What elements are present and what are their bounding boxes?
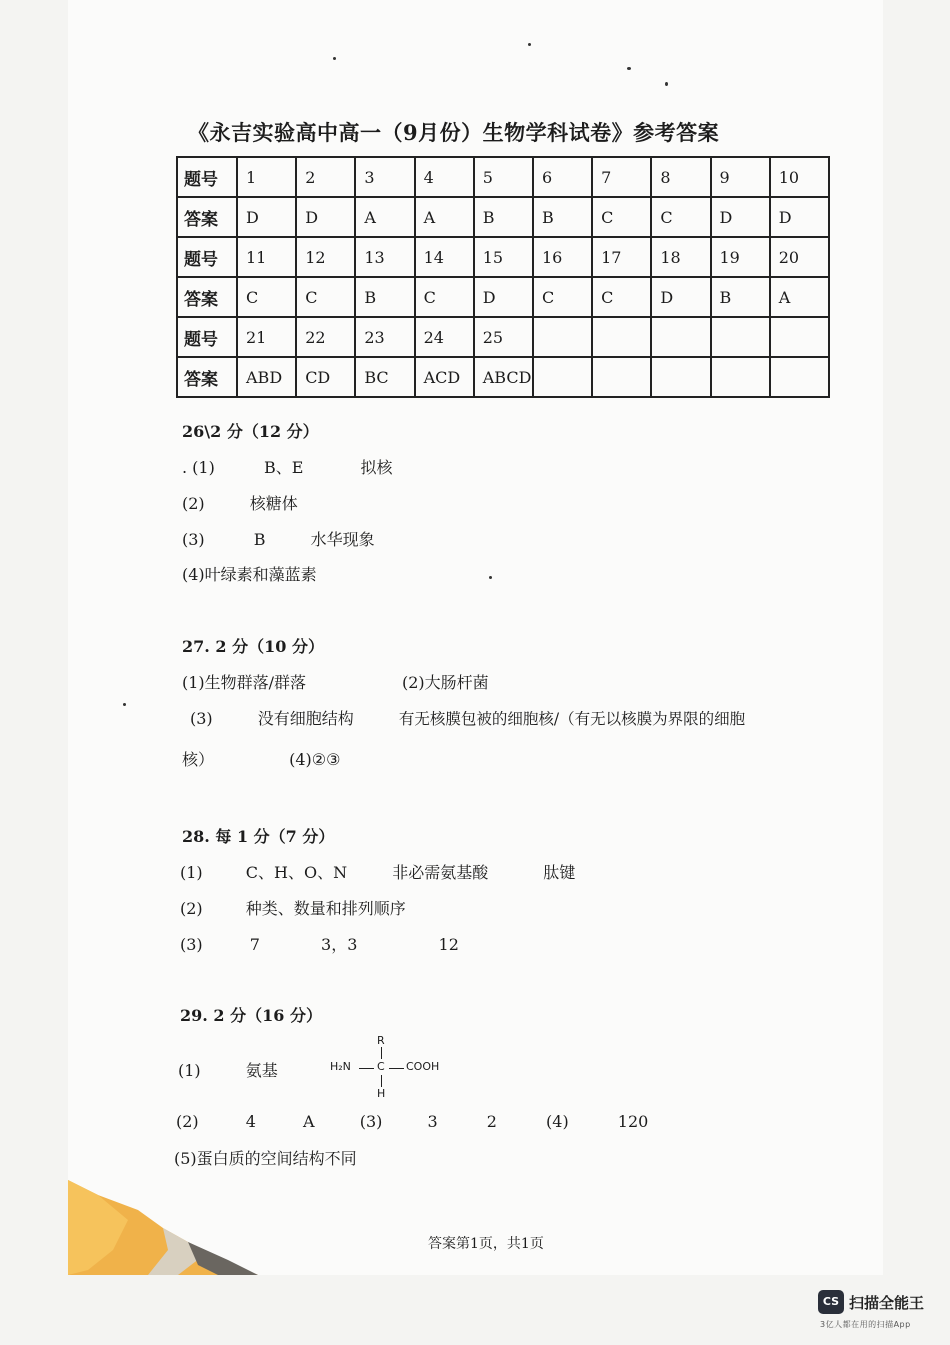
answer-table-cell bbox=[533, 317, 592, 357]
formula-carboxyl-group: COOH bbox=[406, 1060, 440, 1073]
speck bbox=[123, 703, 126, 706]
q26-part1 bbox=[182, 455, 393, 478]
answer-table-cell: 6 bbox=[533, 157, 592, 197]
q26-part2 bbox=[182, 491, 298, 514]
q29-part4-label: (4) bbox=[546, 1112, 569, 1131]
answer-table-cell: D bbox=[770, 197, 829, 237]
q29-part3-answer-b: 2 bbox=[486, 1112, 497, 1131]
answer-table-cell: B bbox=[355, 277, 414, 317]
answer-table-cell: 2 bbox=[296, 157, 355, 197]
answer-table-cell: 24 bbox=[415, 317, 474, 357]
speck bbox=[627, 67, 631, 70]
answer-table-cell: C bbox=[592, 197, 651, 237]
q26-part2-label: (2) bbox=[182, 494, 205, 513]
answer-table-cell: 12 bbox=[296, 237, 355, 277]
answer-table-cell: B bbox=[711, 277, 770, 317]
formula-bond bbox=[389, 1068, 404, 1069]
answer-table-cell bbox=[711, 357, 770, 397]
answer-table-cell: ABD bbox=[237, 357, 296, 397]
answer-table-cell bbox=[651, 357, 710, 397]
answer-table-cell: 19 bbox=[711, 237, 770, 277]
formula-hydrogen: H bbox=[377, 1087, 386, 1100]
q28-part1-answer-b: 非必需氨基酸 bbox=[392, 863, 489, 882]
q29-part2-label: (2) bbox=[176, 1112, 199, 1131]
q26-part2-answer-a: 核糖体 bbox=[249, 494, 298, 513]
answer-table-cell: 10 bbox=[770, 157, 829, 197]
q27-part4: (4)②③ bbox=[289, 750, 341, 769]
q26-header: 26\2 分（12 分） bbox=[182, 422, 319, 441]
answer-table-cell: A bbox=[770, 277, 829, 317]
answer-table-row bbox=[177, 157, 829, 197]
answer-table-cell: B bbox=[474, 197, 533, 237]
q28-header: 28. 每 1 分（7 分） bbox=[182, 827, 335, 846]
answer-table-cell: D bbox=[474, 277, 533, 317]
page-title: 《永吉实验高中高一（9月份）生物学科试卷》参考答案 bbox=[188, 120, 720, 145]
answer-table-cell: C bbox=[415, 277, 474, 317]
q28-part3-answer-a: 7 bbox=[249, 935, 260, 954]
answer-table-cell: 17 bbox=[592, 237, 651, 277]
answer-table-cell: 8 bbox=[651, 157, 710, 197]
answer-table-cell: 18 bbox=[651, 237, 710, 277]
speck bbox=[489, 576, 492, 579]
q27-part3-continued bbox=[182, 747, 340, 770]
q29-part1-answer-a: 氨基 bbox=[245, 1061, 278, 1080]
formula-r-group: R bbox=[377, 1034, 385, 1047]
answer-table-cell: A bbox=[355, 197, 414, 237]
speck bbox=[665, 82, 668, 86]
speck bbox=[528, 43, 531, 46]
answer-table-row bbox=[177, 277, 829, 317]
q29-part1 bbox=[178, 1058, 278, 1081]
answer-table-cell: 14 bbox=[415, 237, 474, 277]
formula-bond bbox=[381, 1075, 382, 1087]
q28-part3-label: (3) bbox=[180, 935, 203, 954]
q28-part1-label: (1) bbox=[180, 863, 203, 882]
answer-table-row-header: 答案 bbox=[177, 197, 237, 237]
q28-part1 bbox=[180, 860, 575, 883]
q29-part3-answer-a: 3 bbox=[427, 1112, 438, 1131]
q27-part3 bbox=[190, 706, 745, 729]
answer-table-cell: C bbox=[296, 277, 355, 317]
q28-part2-label: (2) bbox=[180, 899, 203, 918]
answer-table-cell: 7 bbox=[592, 157, 651, 197]
scanner-name: 扫描全能王 bbox=[849, 1294, 925, 1312]
answer-table-row-header: 答案 bbox=[177, 277, 237, 317]
answer-table-cell: D bbox=[651, 277, 710, 317]
answer-table-cell bbox=[770, 357, 829, 397]
answer-table-row-header: 题号 bbox=[177, 157, 237, 197]
answer-table-cell bbox=[533, 357, 592, 397]
answer-table-cell: BC bbox=[355, 357, 414, 397]
q28-part3-answer-b: 3，3 bbox=[321, 935, 358, 954]
q29-part5: (5)蛋白质的空间结构不同 bbox=[174, 1149, 357, 1168]
answer-table-row-header: 题号 bbox=[177, 237, 237, 277]
answer-table-row bbox=[177, 197, 829, 237]
answer-table-cell: ACD bbox=[415, 357, 474, 397]
answer-table-cell: 20 bbox=[770, 237, 829, 277]
answer-table-cell: ABCD bbox=[474, 357, 533, 397]
answer-table-cell: 5 bbox=[474, 157, 533, 197]
answer-table-row-header: 题号 bbox=[177, 317, 237, 357]
answer-table-cell: 13 bbox=[355, 237, 414, 277]
q27-header: 27. 2 分（10 分） bbox=[182, 637, 324, 656]
q28-part2-answer-a: 种类、数量和排列顺序 bbox=[245, 899, 406, 918]
answer-table-cell: CD bbox=[296, 357, 355, 397]
answer-table-cell: D bbox=[711, 197, 770, 237]
paper-stain bbox=[68, 1180, 258, 1275]
answer-table-cell: C bbox=[651, 197, 710, 237]
answer-table-cell: 4 bbox=[415, 157, 474, 197]
q28-part2 bbox=[180, 896, 406, 919]
q28-part1-answer-a: C、H、O、N bbox=[245, 863, 348, 882]
formula-carbon: C bbox=[377, 1060, 385, 1073]
q29-part3-label: (3) bbox=[359, 1112, 383, 1131]
answer-table-cell: 21 bbox=[237, 317, 296, 357]
answer-table-cell: 16 bbox=[533, 237, 592, 277]
answer-table-cell: 3 bbox=[355, 157, 414, 197]
q26-part3-answer-b: 水华现象 bbox=[310, 530, 375, 549]
q27-part2: (2)大肠杆菌 bbox=[402, 673, 489, 692]
q26-part4: (4)叶绿素和藻蓝素 bbox=[182, 565, 317, 584]
q26-part3 bbox=[182, 527, 375, 550]
q29-part2-answer-a: 4 bbox=[245, 1112, 256, 1131]
answer-table-cell bbox=[711, 317, 770, 357]
q29-parts-2-4 bbox=[176, 1112, 648, 1131]
speck bbox=[333, 57, 336, 60]
answer-table-cell: 25 bbox=[474, 317, 533, 357]
answer-table-cell: 11 bbox=[237, 237, 296, 277]
q29-part2-answer-b: A bbox=[303, 1112, 315, 1131]
answer-table-row bbox=[177, 237, 829, 277]
answer-table-cell: 1 bbox=[237, 157, 296, 197]
q26-part1-answer-b: 拟核 bbox=[360, 458, 393, 477]
scanner-watermark bbox=[818, 1290, 938, 1335]
answer-table-cell: A bbox=[415, 197, 474, 237]
q28-part3-answer-c: 12 bbox=[438, 935, 459, 954]
answer-table-cell bbox=[651, 317, 710, 357]
q27-part1: (1)生物群落/群落 bbox=[182, 673, 307, 692]
q27-part3-answer-c: 核） bbox=[182, 750, 215, 769]
answer-table-cell: 9 bbox=[711, 157, 770, 197]
q29-part4-answer-a: 120 bbox=[617, 1112, 649, 1131]
formula-bond bbox=[359, 1068, 374, 1069]
formula-bond bbox=[381, 1047, 382, 1059]
page-footer: 答案第1页，共1页 bbox=[428, 1236, 544, 1252]
answer-table-row bbox=[177, 317, 829, 357]
answer-table-row bbox=[177, 357, 829, 397]
answer-table bbox=[176, 156, 830, 398]
answer-table-cell: B bbox=[533, 197, 592, 237]
answer-table-cell: C bbox=[592, 277, 651, 317]
q29-part1-label: (1) bbox=[178, 1061, 201, 1080]
answer-table-cell bbox=[592, 357, 651, 397]
scanner-logo-icon: CS bbox=[818, 1290, 844, 1314]
answer-table-row-header: 答案 bbox=[177, 357, 237, 397]
scanner-tagline: 3亿人都在用的扫描App bbox=[820, 1320, 911, 1329]
q27-part3-answer-a: 没有细胞结构 bbox=[257, 709, 354, 728]
formula-amino-group: H₂N bbox=[330, 1060, 351, 1073]
q27-part3-answer-b: 有无核膜包被的细胞核/（有无以核膜为界限的细胞 bbox=[398, 710, 746, 728]
answer-table-cell: D bbox=[296, 197, 355, 237]
q29-header: 29. 2 分（16 分） bbox=[180, 1006, 322, 1025]
amino-acid-formula bbox=[328, 1034, 453, 1102]
q28-part3 bbox=[180, 932, 459, 955]
answer-table-cell: C bbox=[533, 277, 592, 317]
answer-table-cell bbox=[770, 317, 829, 357]
q28-part1-answer-c: 肽键 bbox=[543, 863, 576, 882]
q26-part3-answer-a: B bbox=[253, 530, 266, 549]
q26-part1-label: . (1) bbox=[182, 458, 215, 477]
answer-table-cell: C bbox=[237, 277, 296, 317]
q26-part1-answer-a: B、E bbox=[263, 458, 304, 477]
answer-table-cell: 22 bbox=[296, 317, 355, 357]
q27-part3-label: (3) bbox=[190, 709, 213, 728]
q26-part3-label: (3) bbox=[182, 530, 205, 549]
answer-table-cell: 23 bbox=[355, 317, 414, 357]
answer-table-cell bbox=[592, 317, 651, 357]
answer-table-cell: D bbox=[237, 197, 296, 237]
answer-table-cell: 15 bbox=[474, 237, 533, 277]
